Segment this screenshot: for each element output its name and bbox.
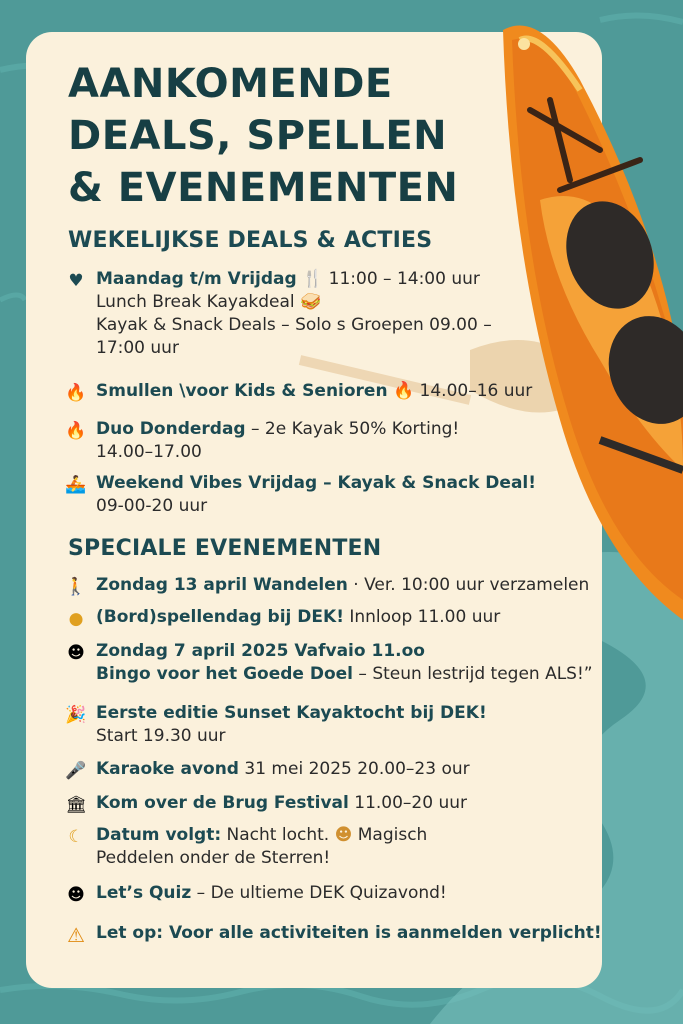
game-piece-icon: ● — [68, 609, 84, 629]
list-item: 🏛 Kom over de Brug Festival 11.00–20 uur — [65, 793, 467, 815]
list-item: 🎉 Eerste editie Sunset Kayaktocht bij DEK! Start 19.30 uur — [65, 703, 487, 746]
fire-icon: 🔥 — [65, 421, 87, 441]
party-icon: 🎉 — [65, 705, 87, 725]
microphone-icon: 🎤 — [65, 761, 87, 781]
head-icon: ☻ — [67, 885, 85, 905]
list-item: 🎤 Karaoke avond 31 mei 2025 20.00–23 our — [65, 759, 470, 781]
walking-icon: 🚶 — [65, 577, 87, 597]
list-item: ● (Bord)spellendag bij DEK! Innloop 11.00 uur — [64, 606, 624, 629]
list-item: ☻ Let’s Quiz – De ultieme DEK Quizavond! — [64, 882, 624, 905]
list-item: 🔥 Duo Donderdag – 2e Kayak 50% Korting! 14.00–17.00 — [65, 419, 460, 462]
moon-icon: ☾ — [68, 827, 84, 847]
list-item: 🔥 Smullen \voor Kids & Senioren 🔥 14.00–16 uur — [65, 381, 533, 403]
list-item: 🚶 Zondag 13 april Wandelen · Ver. 10:00 uur verzamelen — [65, 575, 590, 597]
weekly-heading: WEKELIJKSE DEALS & ACTIES — [68, 228, 433, 253]
rowing-icon: 🚣 — [65, 475, 87, 495]
list-item: 🚣 Weekend Vibes Vrijdag – Kayak & Snack Deal! 09-00-20 uur — [65, 473, 536, 516]
list-item: ☾ Datum volgt: Nacht locht. ☻ Magisch Peddelen onder de Sterren! — [64, 824, 624, 870]
magic-icon: ☻ — [334, 825, 353, 845]
bridge-icon: 🏛 — [65, 795, 87, 815]
list-item: ♥ Maandag t/m Vrijdag 🍴 11:00 – 14:00 uur Lunch Break Kayakdeal 🥪 Kayak & Snack Deals – Solo s Groepen 09.00 – 17:00 uur — [64, 268, 624, 360]
heart-icon: ♥ — [68, 271, 84, 291]
page-title: AANKOMENDE DEALS, SPELLEN & EVENEMENTEN — [68, 61, 459, 211]
notice: ⚠ Let op: Voor alle activiteiten is aanmelden verplicht! — [64, 922, 624, 945]
special-heading: SPECIALE EVENEMENTEN — [68, 536, 382, 561]
face-icon: ☻ — [67, 643, 85, 663]
content — [26, 32, 626, 988]
warning-icon: ⚠ — [67, 923, 85, 947]
fire-icon: 🔥 — [65, 383, 87, 403]
list-item: ☻ Zondag 7 april 2025 Vafvaio 11.oo Bingo voor het Goede Doel – Steun lestrijd tegen ALS!” — [64, 640, 624, 686]
